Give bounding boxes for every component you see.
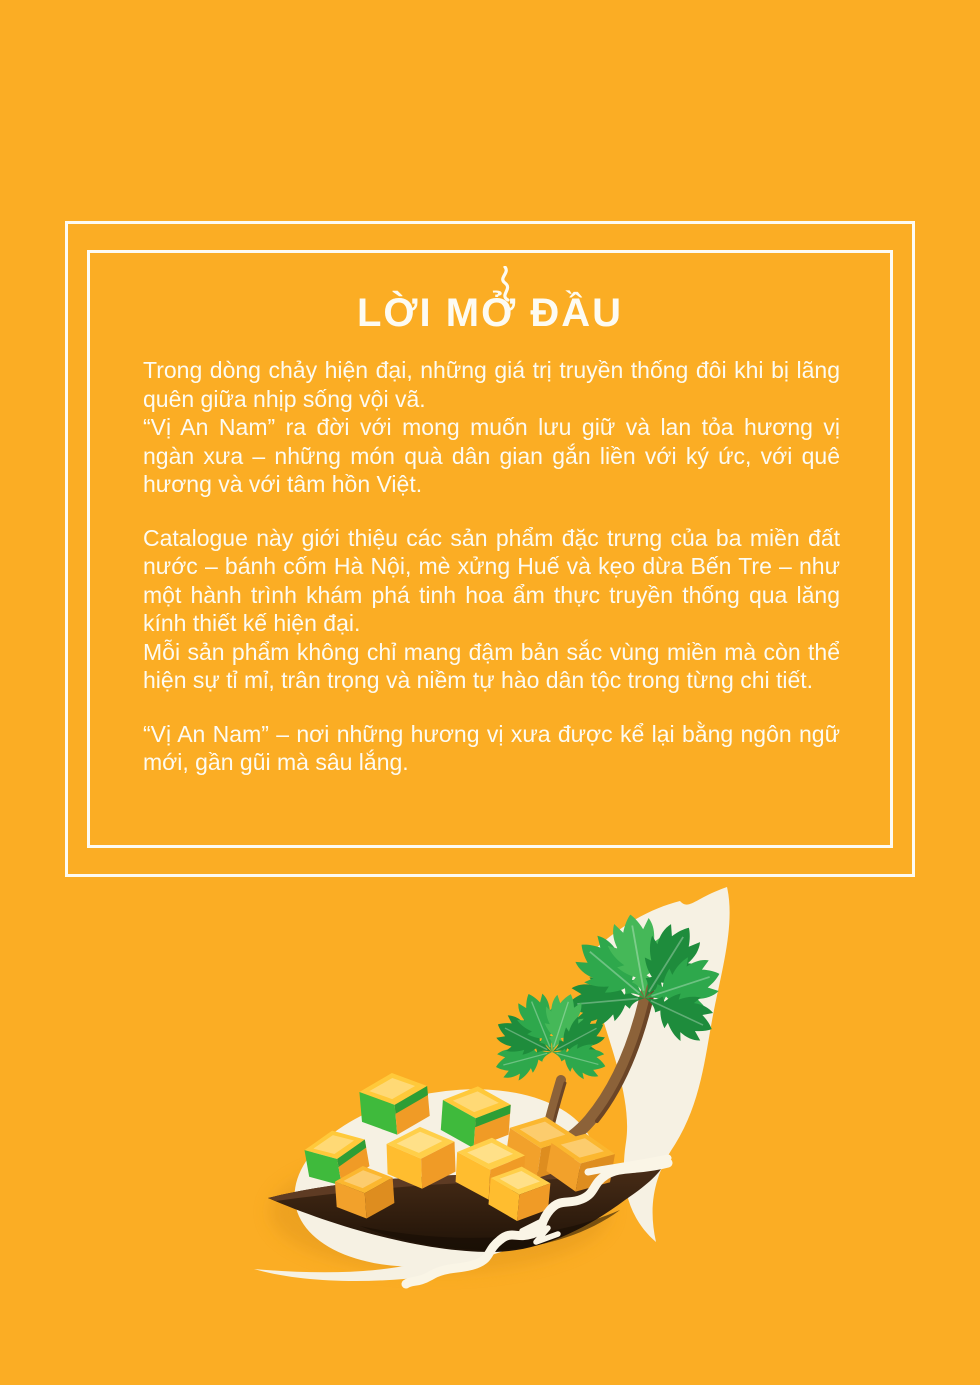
intro-paragraph-2: “Vị An Nam” ra đời với mong muốn lưu giữ và lan tỏa hương vị ngàn xưa – những món quà dân gian gắn liền với ký ức, với quê hương và với tâm hồn Việt.: [143, 414, 840, 497]
page-title: LỜI MỞ ĐẦU: [357, 291, 623, 335]
intro-paragraph-5: “Vị An Nam” – nơi những hương vị xưa được kể lại bằng ngôn ngữ mới, gần gũi mà sâu lắng.: [143, 720, 840, 775]
intro-paragraph-1: Trong dòng chảy hiện đại, những giá trị truyền thống đôi khi bị lãng quên giữa nhịp sống vội vã.: [143, 357, 840, 412]
intro-paragraph-3: Catalogue này giới thiệu các sản phẩm đặc trưng của ba miền đất nước – bánh cốm Hà Nội, mè xửng Huế và kẹo dừa Bến Tre – như một hành trình khám phá tinh hoa ẩm thực truyền thống qua lăng kính thiết kế hiện đại.: [143, 524, 840, 636]
intro-paragraph-4: Mỗi sản phẩm không chỉ mang đậm bản sắc vùng miền mà còn thể hiện sự tỉ mỉ, trân trọng và niềm tự hào dân tộc trong từng chi tiết.: [143, 638, 840, 693]
boat-candy-illustration: [240, 880, 760, 1300]
intro-text: [143, 356, 840, 777]
